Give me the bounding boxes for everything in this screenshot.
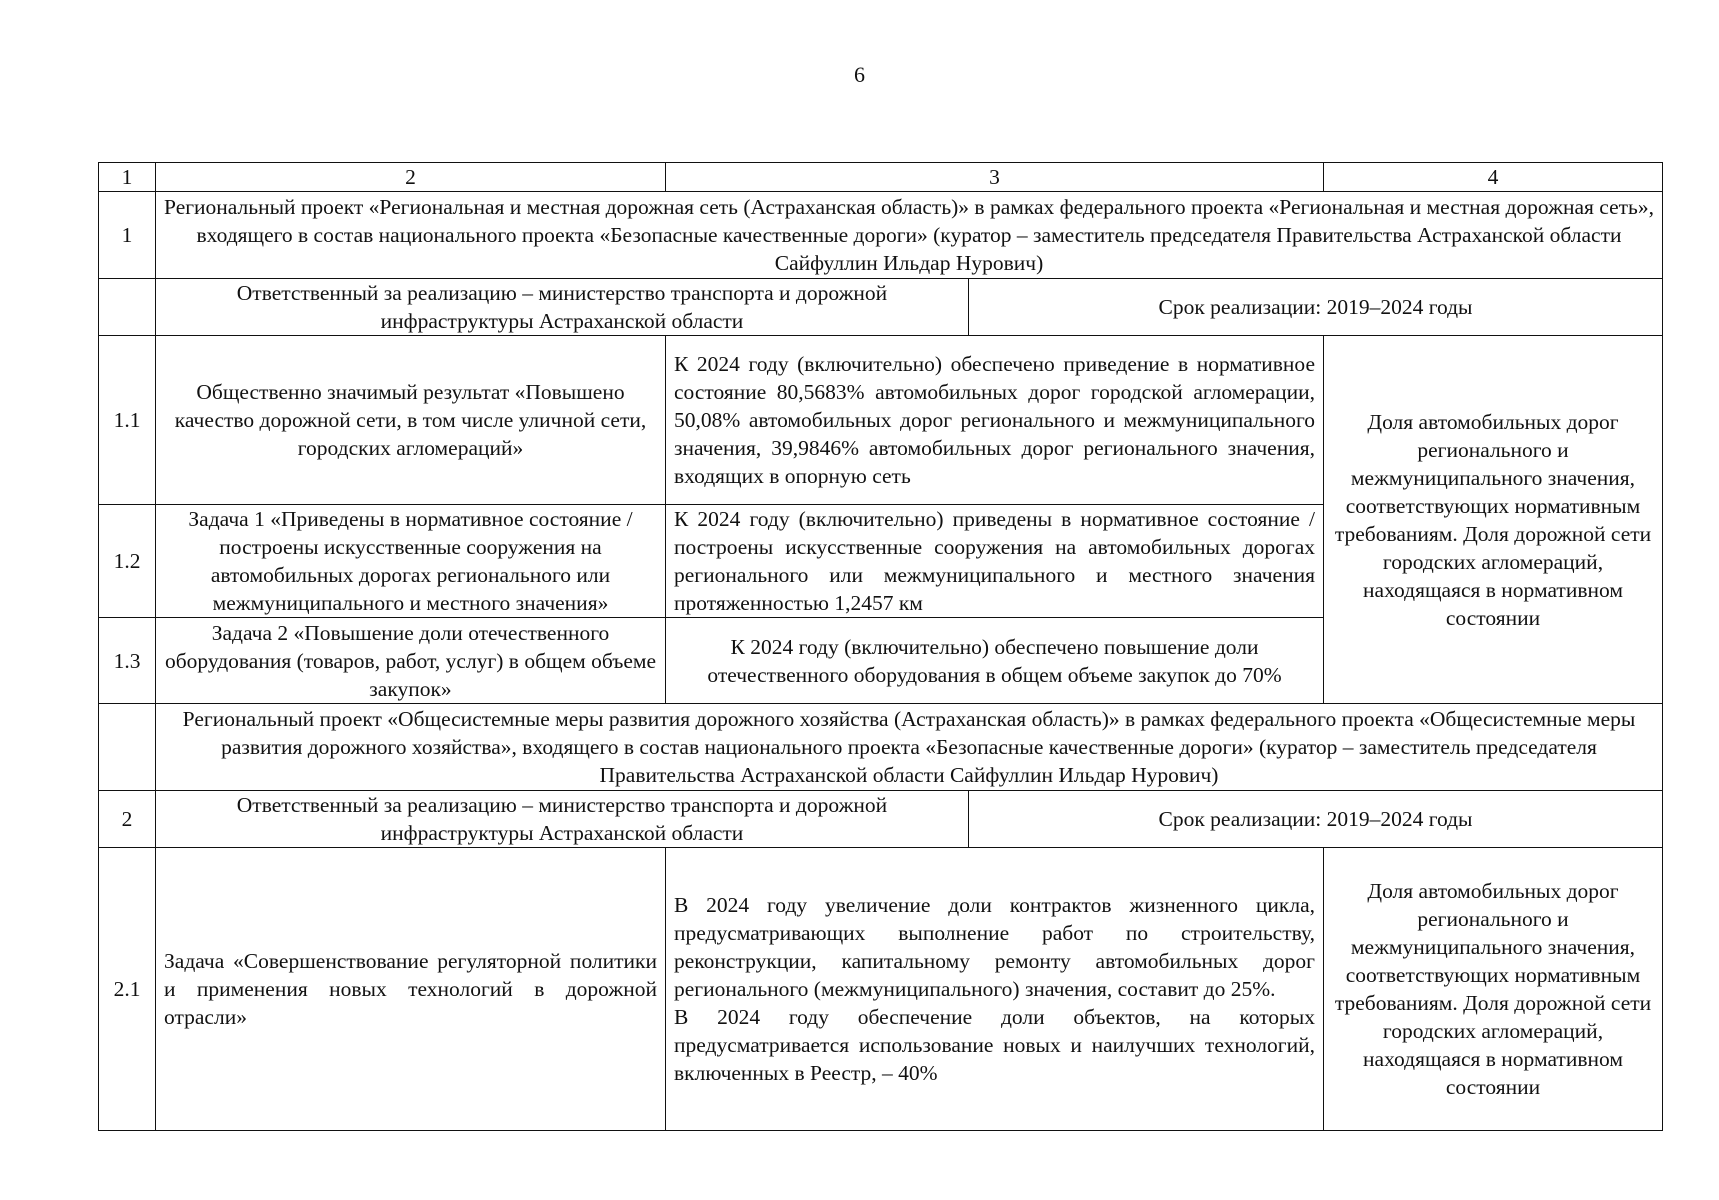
project2-term: Срок реализации: 2019–2024 годы [969,791,1663,848]
table-row [99,336,1663,505]
project1-responsible-number-cell [99,279,156,336]
col-number-1: 1 [99,163,156,192]
col-number-3: 3 [666,163,1324,192]
project2-title-row [99,704,1663,791]
row-result-paragraph-2: В 2024 году обеспечение доли объектов, на которых предусматривается использование новых и наилучших технологий, включенных в Реестр, – 40% [674,1005,1315,1085]
table-row [99,848,1663,1131]
project2-title: Региональный проект «Общесистемные меры развития дорожного хозяйства (Астраханская область)» в рамках федерального проекта «Общесистемные меры развития дорожного хозяйства», входящего в состав национального проекта «Безопасные качественные дороги» (куратор – заместитель председателя Правительства Астраханской области Сайфуллин Ильдар Нурович) [156,704,1663,791]
row-number: 1.2 [99,505,156,618]
row-result: К 2024 году (включительно) обеспечено повышение доли отечественного оборудования в общем объеме закупок до 70% [666,618,1324,704]
col-number-2: 2 [156,163,666,192]
project1-number: 1 [99,192,156,279]
row-result [666,848,1324,1131]
row-number: 2.1 [99,848,156,1131]
project1-term: Срок реализации: 2019–2024 годы [969,279,1663,336]
row-task: Задача 1 «Приведены в нормативное состояние / построены искусственные сооружения на автомобильных дорогах регионального или межмуниципального и местного значения» [156,505,666,618]
row-task: Задача 2 «Повышение доли отечественного оборудования (товаров, работ, услуг) в общем объеме закупок» [156,618,666,704]
project2-indicators: Доля автомобильных дорог регионального и межмуниципального значения, соответствующих нормативным требованиям. Доля дорожной сети городских агломераций, находящаяся в нормативном состоянии [1324,848,1663,1131]
column-number-row [99,163,1663,192]
project2-responsible-row [99,791,1663,848]
project1-indicators: Доля автомобильных дорог регионального и межмуниципального значения, соответствующих нормативным требованиям. Доля дорожной сети городских агломераций, находящаяся в нормативном состоянии [1324,336,1663,704]
project2-responsible: Ответственный за реализацию – министерство транспорта и дорожной инфраструктуры Астраханской области [156,791,969,848]
row-result: К 2024 году (включительно) обеспечено приведение в нормативное состояние 80,5683% автомобильных дорог городской агломерации, 50,08% автомобильных дорог регионального и межмуниципального значения, 39,9846% автомобильных дорог регионального значения, входящих в опорную сеть [666,336,1324,505]
project1-responsible: Ответственный за реализацию – министерство транспорта и дорожной инфраструктуры Астраханской области [156,279,969,336]
row-task: Общественно значимый результат «Повышено качество дорожной сети, в том числе уличной сети, городских агломераций» [156,336,666,505]
row-number: 1.3 [99,618,156,704]
project2-number: 2 [99,791,156,848]
row-result: К 2024 году (включительно) приведены в нормативное состояние / построены искусственные сооружения на автомобильных дорогах регионального или межмуниципального и местного значения протяженностью 1,2457 км [666,505,1324,618]
project1-responsible-row [99,279,1663,336]
row-number: 1.1 [99,336,156,505]
projects-table [98,162,1663,1131]
project2-title-number-cell [99,704,156,791]
col-number-4: 4 [1324,163,1663,192]
row-task: Задача «Совершенствование регуляторной политики и применения новых технологий в дорожной отрасли» [156,848,666,1131]
page-number: 6 [854,62,865,87]
row-result-paragraph-1: В 2024 году увеличение доли контрактов жизненного цикла, предусматривающих выполнение работ по строительству, реконструкции, капитальному ремонту автомобильных дорог регионального (межмуниципального) значения, составит до 25%. [674,893,1315,1001]
project1-title: Региональный проект «Региональная и местная дорожная сеть (Астраханская область)» в рамках федерального проекта «Региональная и местная дорожная сеть», входящего в состав национального проекта «Безопасные качественные дороги» (куратор – заместитель председателя Правительства Астраханской области Сайфуллин Ильдар Нурович) [156,192,1663,279]
project1-title-row [99,192,1663,279]
